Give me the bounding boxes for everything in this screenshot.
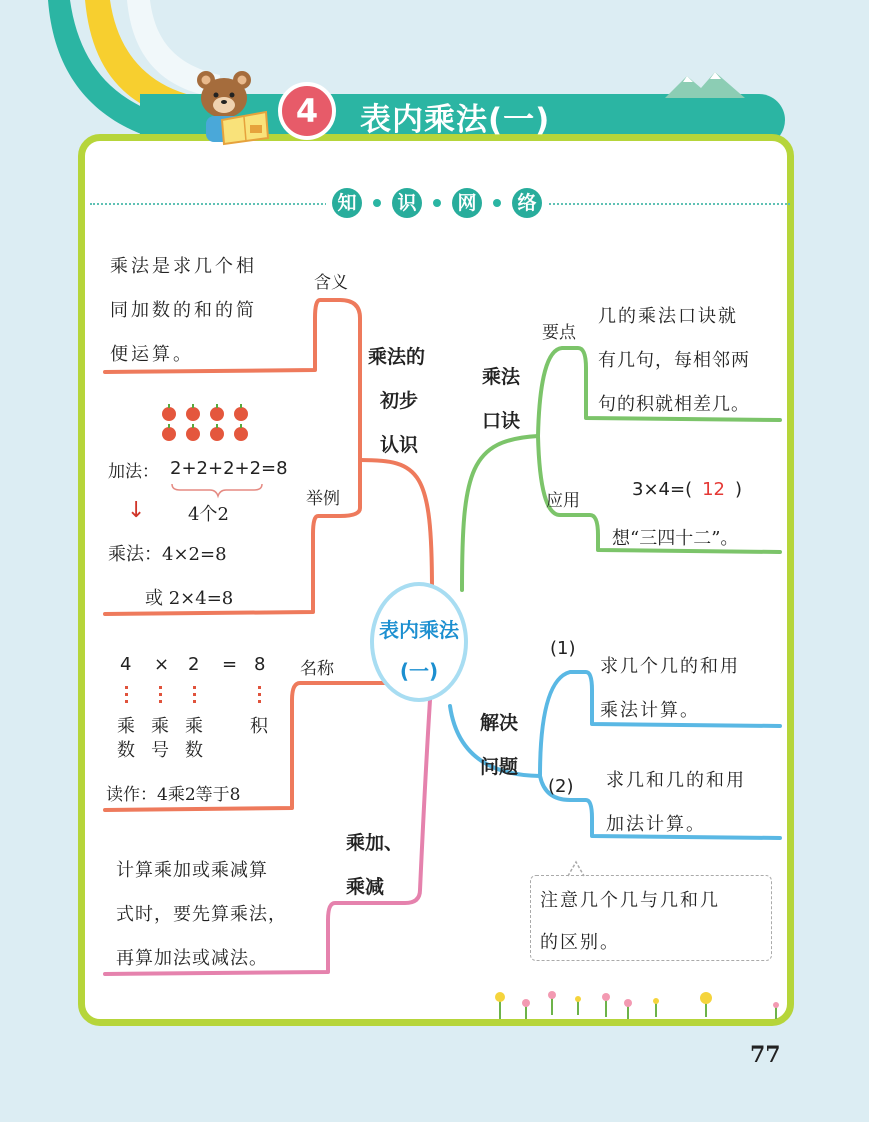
problem-item-1-text: 乘法计算。 <box>600 700 700 721</box>
application-answer: 12 <box>702 479 725 500</box>
addition-prefix: 加法： <box>108 462 159 482</box>
section-title-char: 络 <box>512 188 542 218</box>
brace-mark <box>172 484 262 496</box>
problem-item-2-text: 求几和几的和用 <box>606 770 746 791</box>
mixed-branch-title-2: 乘减 <box>346 876 385 898</box>
names-label: 名称 <box>300 659 334 679</box>
note-text-line: 注意几个几与几和几 <box>540 890 720 911</box>
center-node-line1: 表内乘法 <box>379 618 459 642</box>
example-label: 举例 <box>306 489 340 509</box>
key-point-text-line: 有几句，每相邻两 <box>598 350 750 371</box>
problems-branch-title-1: 解决 <box>480 712 519 734</box>
problem-item-1-text: 求几个几的和用 <box>600 656 740 677</box>
basics-branch-title-2: 初步 <box>380 390 419 412</box>
mixed-text-line: 式时，要先算乘法， <box>116 904 287 925</box>
section-title-char: 网 <box>452 188 482 218</box>
meaning-label: 含义 <box>314 273 348 293</box>
alternate-multiplication-line: 或 2×4=8 <box>145 588 234 609</box>
group-note: 4个2 <box>188 504 229 525</box>
section-title-char: 知 <box>332 188 362 218</box>
tables-branch-title-2: 口诀 <box>482 410 521 432</box>
basics-branch-title-3: 认识 <box>380 434 419 456</box>
term-label-char: 乘 <box>117 716 135 737</box>
unit-number-badge: 4 <box>278 82 336 140</box>
term-label-char: 乘 <box>151 716 169 737</box>
problem-item-2-text: 加法计算。 <box>606 814 706 835</box>
key-point-text-line: 几的乘法口诀就 <box>598 306 738 327</box>
term-label-char: 积 <box>250 716 268 737</box>
note-pointer <box>568 862 584 876</box>
equation-term: 4 <box>120 654 132 675</box>
multiplication-line: 乘法：4×2=8 <box>108 544 227 565</box>
note-text-line: 的区别。 <box>540 932 620 953</box>
problem-item-2-marker: (2) <box>548 776 574 797</box>
mixed-branch-title-1: 乘加、 <box>346 832 404 854</box>
down-arrow-icon: ↓ <box>127 498 146 523</box>
term-label-char: 数 <box>185 740 203 761</box>
term-label-char: 号 <box>151 740 169 761</box>
center-node <box>370 582 468 702</box>
flowers-decoration <box>488 985 788 1023</box>
equation-term: × <box>154 654 170 675</box>
apples-icon <box>160 402 252 444</box>
meaning-text-line: 便运算。 <box>110 344 194 365</box>
page-title: 表内乘法(一) <box>360 102 551 138</box>
term-connector-dots <box>120 684 270 706</box>
application-label: 应用 <box>546 491 580 511</box>
key-point-label: 要点 <box>542 323 576 343</box>
meaning-text-line: 同加数的和的简 <box>110 300 257 321</box>
equation-term: = <box>222 654 238 675</box>
problem-item-1-marker: (1) <box>550 638 576 659</box>
reading-line: 读作：4乘2等于8 <box>106 785 241 805</box>
basics-branch-title-1: 乘法的 <box>368 346 426 368</box>
application-expr-prefix: 3×4=( <box>632 479 693 500</box>
center-node-line2: (一) <box>399 659 439 683</box>
addition-expression: 2+2+2+2=8 <box>170 458 288 479</box>
application-think-line: 想“三四十二”。 <box>612 528 739 549</box>
equation-term: 8 <box>254 654 266 675</box>
problems-branch-title-2: 问题 <box>480 756 519 778</box>
tables-branch-title-1: 乘法 <box>482 366 521 388</box>
application-expr-suffix: ) <box>735 479 743 500</box>
section-title-char: 识 <box>392 188 422 218</box>
equation-term: 2 <box>188 654 200 675</box>
application-expression <box>632 479 742 500</box>
term-label-char: 乘 <box>185 716 203 737</box>
term-label-char: 数 <box>117 740 135 761</box>
page-number: 77 <box>750 1042 781 1068</box>
mixed-text-line: 计算乘加或乘减算 <box>116 860 268 881</box>
meaning-text-line: 乘法是求几个相 <box>110 256 257 277</box>
mixed-text-line: 再算加法或减法。 <box>116 948 268 969</box>
key-point-text-line: 句的积就相差几。 <box>598 394 750 415</box>
